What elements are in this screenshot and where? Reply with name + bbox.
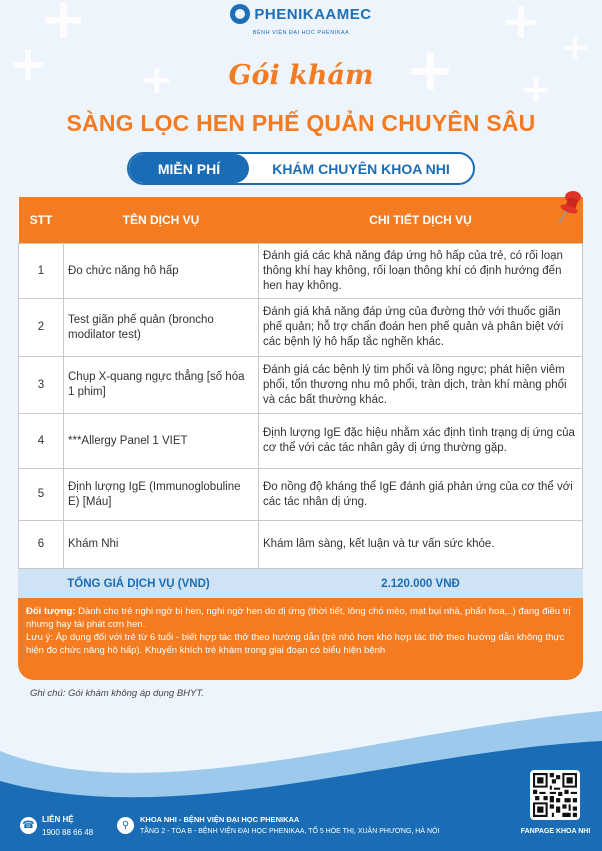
row-detail: Định lượng IgE đặc hiệu nhằm xác định tình trạng dị ứng của cơ thể với các tác nhân gây dị ứng thường gặp.	[259, 414, 583, 469]
target-note	[26, 605, 575, 631]
header-stt: STT	[19, 197, 64, 244]
row-service: ***Allergy Panel 1 VIET	[64, 414, 259, 469]
table-row	[19, 244, 583, 299]
service-table	[18, 197, 583, 601]
total-label: TỔNG GIÁ DỊCH VỤ (VND)	[19, 569, 259, 601]
decor-plus-icon: +	[520, 67, 552, 111]
header-service: TÊN DỊCH VỤ	[64, 197, 259, 244]
department-name: KHOA NHI - BỆNH VIỆN ĐẠI HỌC PHENIKAA	[140, 815, 300, 824]
row-service: Test giãn phế quản (broncho modilator test)	[64, 299, 259, 357]
decor-plus-icon: +	[8, 36, 49, 92]
script-title: Gói khám	[228, 60, 374, 91]
phone-icon: ☎	[20, 817, 37, 834]
row-stt: 3	[19, 357, 64, 414]
pushpin-icon	[555, 188, 585, 226]
contact-label: LIÊN HỆ	[42, 815, 74, 824]
row-detail: Đánh giá các khả năng đáp ứng hô hấp của trẻ, có rối loạn thông khí hay không, rối loạn thông khí có định hướng đến hen hay không.	[259, 244, 583, 299]
decor-plus-icon: +	[140, 57, 174, 103]
qr-code-icon	[533, 773, 577, 817]
table-row	[19, 414, 583, 469]
phone-number[interactable]: 1900 88 66 48	[42, 828, 94, 837]
decor-plus-icon: +	[560, 27, 591, 68]
promo-banner	[127, 152, 475, 185]
logo	[0, 4, 602, 36]
row-stt: 2	[19, 299, 64, 357]
target-text: Dành cho trẻ nghi ngờ bị hen, nghi ngờ hen do dị ứng (thời tiết, lông chó mèo, mạt bụi nhà, phấn hoa,..) đang điều trị nhưng hay tái phát cơn hen.	[26, 606, 571, 630]
address: TẦNG 2 - TÒA B - BỆNH VIỆN ĐẠI HỌC PHENIKAA, TỔ 5 HÒE THỊ, XUÂN PHƯƠNG, HÀ NỘI	[140, 828, 440, 835]
decor-plus-icon: +	[500, 0, 542, 50]
row-stt: 1	[19, 244, 64, 299]
service-table-wrap	[18, 197, 583, 601]
total-value: 2.120.000 VNĐ	[259, 569, 583, 601]
table-row	[19, 299, 583, 357]
row-service: Khám Nhi	[64, 521, 259, 569]
row-stt: 4	[19, 414, 64, 469]
row-service: Chụp X-quang ngực thẳng [số hóa 1 phim]	[64, 357, 259, 414]
qr-code[interactable]	[530, 770, 580, 820]
row-service: Định lượng IgE (Immunoglobuline E) [Máu]	[64, 469, 259, 521]
footnote: Ghi chú: Gói khám không áp dụng BHYT.	[30, 688, 204, 699]
free-label: MIỄN PHÍ	[129, 154, 249, 183]
decor-plus-icon: +	[40, 0, 87, 52]
row-detail: Đánh giá các bệnh lý tim phổi và lồng ngực; phát hiện viêm phổi, tổn thương nhu mô phổi, tràn dịch, tràn khí màng phổi và các bất thường khác.	[259, 357, 583, 414]
table-header-row	[19, 197, 583, 244]
row-stt: 6	[19, 521, 64, 569]
decor-plus-icon: +	[405, 35, 456, 105]
table-row	[19, 521, 583, 569]
header-detail: CHI TIẾT DỊCH VỤ	[259, 197, 583, 244]
warning-note: Lưu ý: Áp dụng đối với trẻ từ 6 tuổi - biết hợp tác thở theo hướng dẫn (trẻ nhỏ hơn khó hợp tác thở theo hướng dẫn không thực hiện đo chức năng hô hấp). Khuyến khích trẻ khám trong giai đoạn có biểu hiện bệnh	[26, 632, 565, 656]
table-row	[19, 469, 583, 521]
qr-label: FANPAGE KHOA NHI	[520, 828, 591, 835]
notes-box	[18, 598, 583, 680]
total-row	[19, 569, 583, 601]
specialty-label: KHÁM CHUYÊN KHOA NHI	[272, 160, 450, 177]
row-stt: 5	[19, 469, 64, 521]
logo-text: PHENIKAAMEC	[254, 5, 372, 23]
page-title: SÀNG LỌC HEN PHẾ QUẢN CHUYÊN SÂU	[66, 110, 536, 136]
row-detail: Đo nồng độ kháng thể IgE đánh giá phản ứng của cơ thể với các tác nhân dị ứng.	[259, 469, 583, 521]
logo-subtitle: BỆNH VIỆN ĐẠI HỌC PHENIKAA	[252, 30, 350, 36]
row-detail: Khám lâm sàng, kết luận và tư vấn sức khỏe.	[259, 521, 583, 569]
row-detail: Đánh giá khả năng đáp ứng của đường thở với thuốc giãn phế quản; hỗ trợ chẩn đoán hen phế quản và phân biệt với các bệnh lý hô hấp tắc nghẽn khác.	[259, 299, 583, 357]
table-row	[19, 357, 583, 414]
location-icon: ⚲	[117, 817, 134, 834]
row-service: Đo chức năng hô hấp	[64, 244, 259, 299]
target-label: Đối tượng:	[26, 606, 76, 617]
logo-mark-icon	[230, 4, 250, 24]
